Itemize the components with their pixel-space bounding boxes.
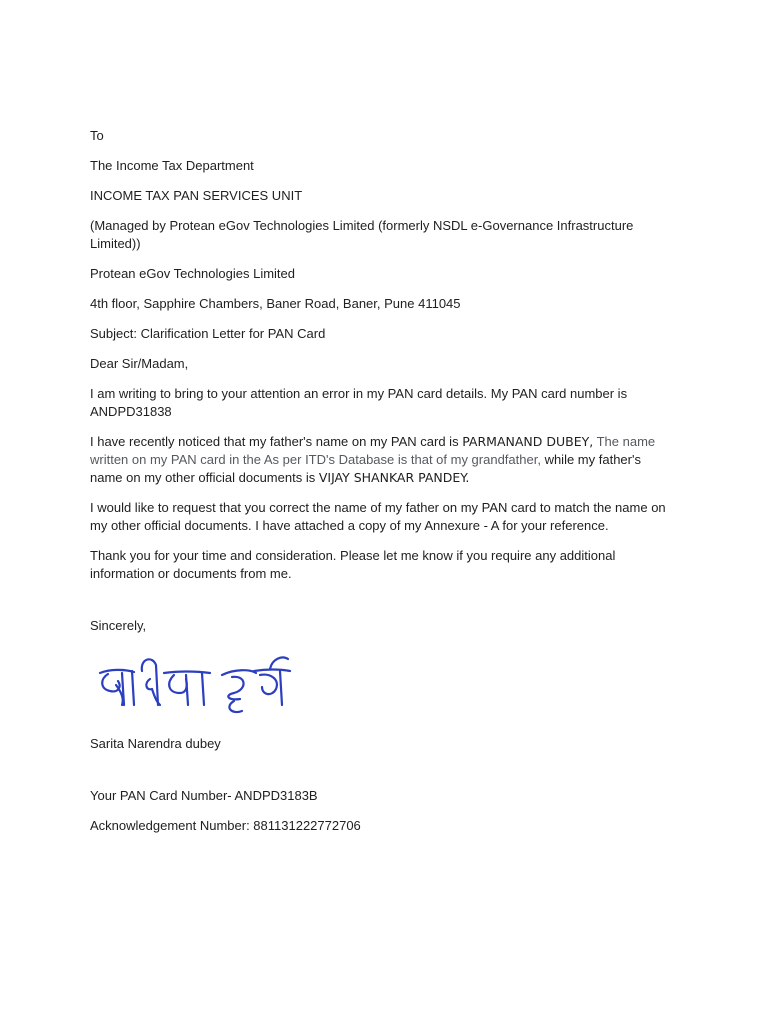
- body-paragraph-1: I am writing to bring to your attention an error in my PAN card details. My PAN card number is ANDPD31838: [90, 386, 628, 419]
- company-line: Protean eGov Technologies Limited: [90, 266, 295, 281]
- department-line: The Income Tax Department: [90, 158, 254, 173]
- p2-mid: while my father's name on my other official documents is: [90, 452, 641, 485]
- signature-image: [94, 649, 294, 715]
- father-name-official: VIJAY SHANKAR PANDEY.: [318, 470, 470, 485]
- unit-line: INCOME TAX PAN SERVICES UNIT: [90, 188, 303, 203]
- address-line: 4th floor, Sapphire Chambers, Baner Road, Baner, Pune 411045: [90, 296, 461, 311]
- letter: [90, 127, 676, 847]
- acknowledgement-number-line: Acknowledgement Number: 881131222772706: [90, 818, 361, 833]
- p2-intro: I have recently noticed that my father's name on my PAN card is: [90, 434, 463, 449]
- body-paragraph-2: [90, 433, 676, 487]
- signatory-name: Sarita Narendra dubey: [90, 736, 221, 751]
- to-line: To: [90, 128, 104, 143]
- subject-line: Subject: Clarification Letter for PAN Card: [90, 326, 326, 341]
- managed-by-line: (Managed by Protean eGov Technologies Limited (formerly NSDL e-Governance Infrastructure Limited)): [90, 218, 634, 251]
- body-paragraph-3: I would like to request that you correct the name of my father on my PAN card to match the name on my other official documents. I have attached a copy of my Annexure - A for your reference.: [90, 500, 666, 533]
- salutation: Dear Sir/Madam,: [90, 356, 189, 371]
- closing: Sincerely,: [90, 618, 147, 633]
- p2-database-note: The name written on my PAN card in the As per ITD's Database is that of my grandfather,: [90, 434, 656, 467]
- body-paragraph-4: Thank you for your time and consideration. Please let me know if you require any additional information or documents from me.: [90, 548, 616, 581]
- father-name-on-pan: PARMANAND DUBEY,: [462, 434, 594, 449]
- pan-number-line: Your PAN Card Number- ANDPD3183B: [90, 788, 318, 803]
